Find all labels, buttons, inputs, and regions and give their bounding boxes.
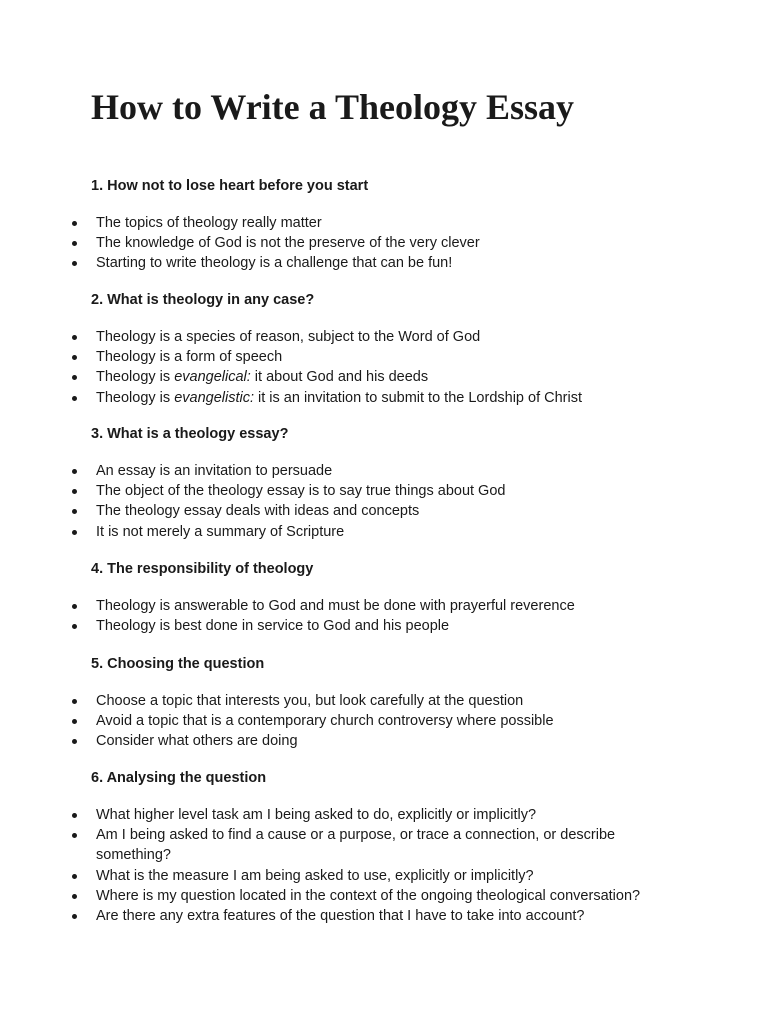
list-item-text: Avoid a topic that is a contemporary church controversy where possible — [96, 713, 554, 730]
section-heading: 2. What is theology in any case? — [91, 292, 315, 308]
section-4 — [0, 559, 768, 636]
list-item-text: The theology essay deals with ideas and concepts — [96, 503, 420, 520]
bullet-list — [0, 596, 768, 636]
list-item-text: The topics of theology really matter — [96, 215, 322, 231]
list-item — [0, 461, 768, 481]
list-item-text: Theology is a species of reason, subject to the Word of God — [96, 329, 481, 345]
bullet-list — [0, 461, 768, 542]
list-item-text: What higher level task am I being asked to do, explicitly or implicitly? — [96, 807, 537, 823]
list-item — [0, 886, 768, 906]
list-item — [0, 213, 768, 233]
list-item — [0, 596, 768, 616]
bullet-icon — [72, 355, 77, 360]
list-item — [0, 731, 768, 751]
bullet-icon — [72, 489, 77, 494]
list-item-text: Theology is best done in service to God and his people — [96, 618, 450, 635]
list-item — [0, 825, 768, 865]
bullet-icon — [72, 624, 77, 629]
list-item — [0, 866, 768, 886]
section-3 — [0, 424, 768, 542]
section-5 — [0, 654, 768, 752]
bullet-list — [0, 213, 768, 274]
list-item-emphasis: evangelistic: — [174, 389, 254, 406]
section-heading: 3. What is a theology essay? — [91, 426, 289, 442]
list-item-text: Where is my question located in the context of the ongoing theological conversation? — [96, 887, 641, 904]
list-item-text-pre: Theology is — [96, 389, 175, 406]
list-item — [0, 233, 768, 253]
bullet-icon — [72, 894, 77, 899]
section-6 — [0, 768, 768, 926]
bullet-icon — [72, 396, 77, 401]
list-item-text: What is the measure I am being asked to use, explicitly or implicitly? — [96, 867, 534, 884]
list-item-text: The knowledge of God is not the preserve of the very clever — [96, 235, 480, 252]
bullet-icon — [72, 221, 77, 226]
list-item-text: It is not merely a summary of Scripture — [96, 523, 345, 540]
list-item-text: The object of the theology essay is to say true things about God — [96, 483, 506, 500]
bullet-icon — [72, 833, 77, 838]
section-heading: 4. The responsibility of theology — [91, 561, 314, 577]
list-item-emphasis: evangelical: — [174, 369, 251, 386]
bullet-icon — [72, 241, 77, 246]
list-item — [0, 711, 768, 731]
list-item-text: Are there any extra features of the question that I have to take into account? — [96, 908, 585, 925]
bullet-icon — [72, 509, 77, 514]
section-heading: 5. Choosing the question — [91, 656, 265, 672]
section-heading: 6. Analysing the question — [91, 770, 267, 786]
bullet-icon — [72, 914, 77, 919]
bullet-list — [0, 691, 768, 752]
bullet-icon — [72, 699, 77, 704]
list-item — [0, 388, 768, 408]
bullet-icon — [72, 874, 77, 879]
bullet-icon — [72, 335, 77, 340]
list-item-text-post: it is an invitation to submit to the Lordship of Christ — [253, 389, 583, 406]
list-item — [0, 347, 768, 367]
list-item — [0, 522, 768, 542]
list-item — [0, 616, 768, 636]
list-item-text: Theology is answerable to God and must be done with prayerful reverence — [96, 598, 575, 614]
bullet-list — [0, 327, 768, 408]
page-title: How to Write a Theology Essay — [91, 87, 575, 127]
list-item — [0, 481, 768, 501]
list-item — [0, 253, 768, 273]
bullet-icon — [72, 469, 77, 474]
section-2 — [0, 290, 768, 408]
list-item-text: An essay is an invitation to persuade — [96, 463, 333, 479]
bullet-list — [0, 805, 768, 926]
bullet-icon — [72, 739, 77, 744]
bullet-icon — [72, 261, 77, 266]
list-item-text-pre: Theology is — [96, 369, 175, 386]
list-item — [0, 805, 768, 825]
bullet-icon — [72, 530, 77, 535]
bullet-icon — [72, 375, 77, 380]
list-item — [0, 691, 768, 711]
list-item-text: Theology is a form of speech — [96, 349, 283, 366]
list-item-text: Am I being asked to find a cause or a purpose, or trace a connection, or describe something? — [96, 827, 616, 864]
list-item — [0, 906, 768, 926]
list-item-text-post: it about God and his deeds — [250, 369, 429, 386]
list-item — [0, 327, 768, 347]
list-item — [0, 367, 768, 387]
bullet-icon — [72, 719, 77, 724]
list-item-text: Choose a topic that interests you, but look carefully at the question — [96, 693, 524, 709]
bullet-icon — [72, 604, 77, 609]
section-heading: 1. How not to lose heart before you start — [91, 178, 369, 194]
section-1 — [0, 176, 768, 274]
bullet-icon — [72, 813, 77, 818]
list-item-text: Consider what others are doing — [96, 733, 298, 750]
list-item — [0, 501, 768, 521]
list-item-text: Starting to write theology is a challenge that can be fun! — [96, 255, 453, 272]
